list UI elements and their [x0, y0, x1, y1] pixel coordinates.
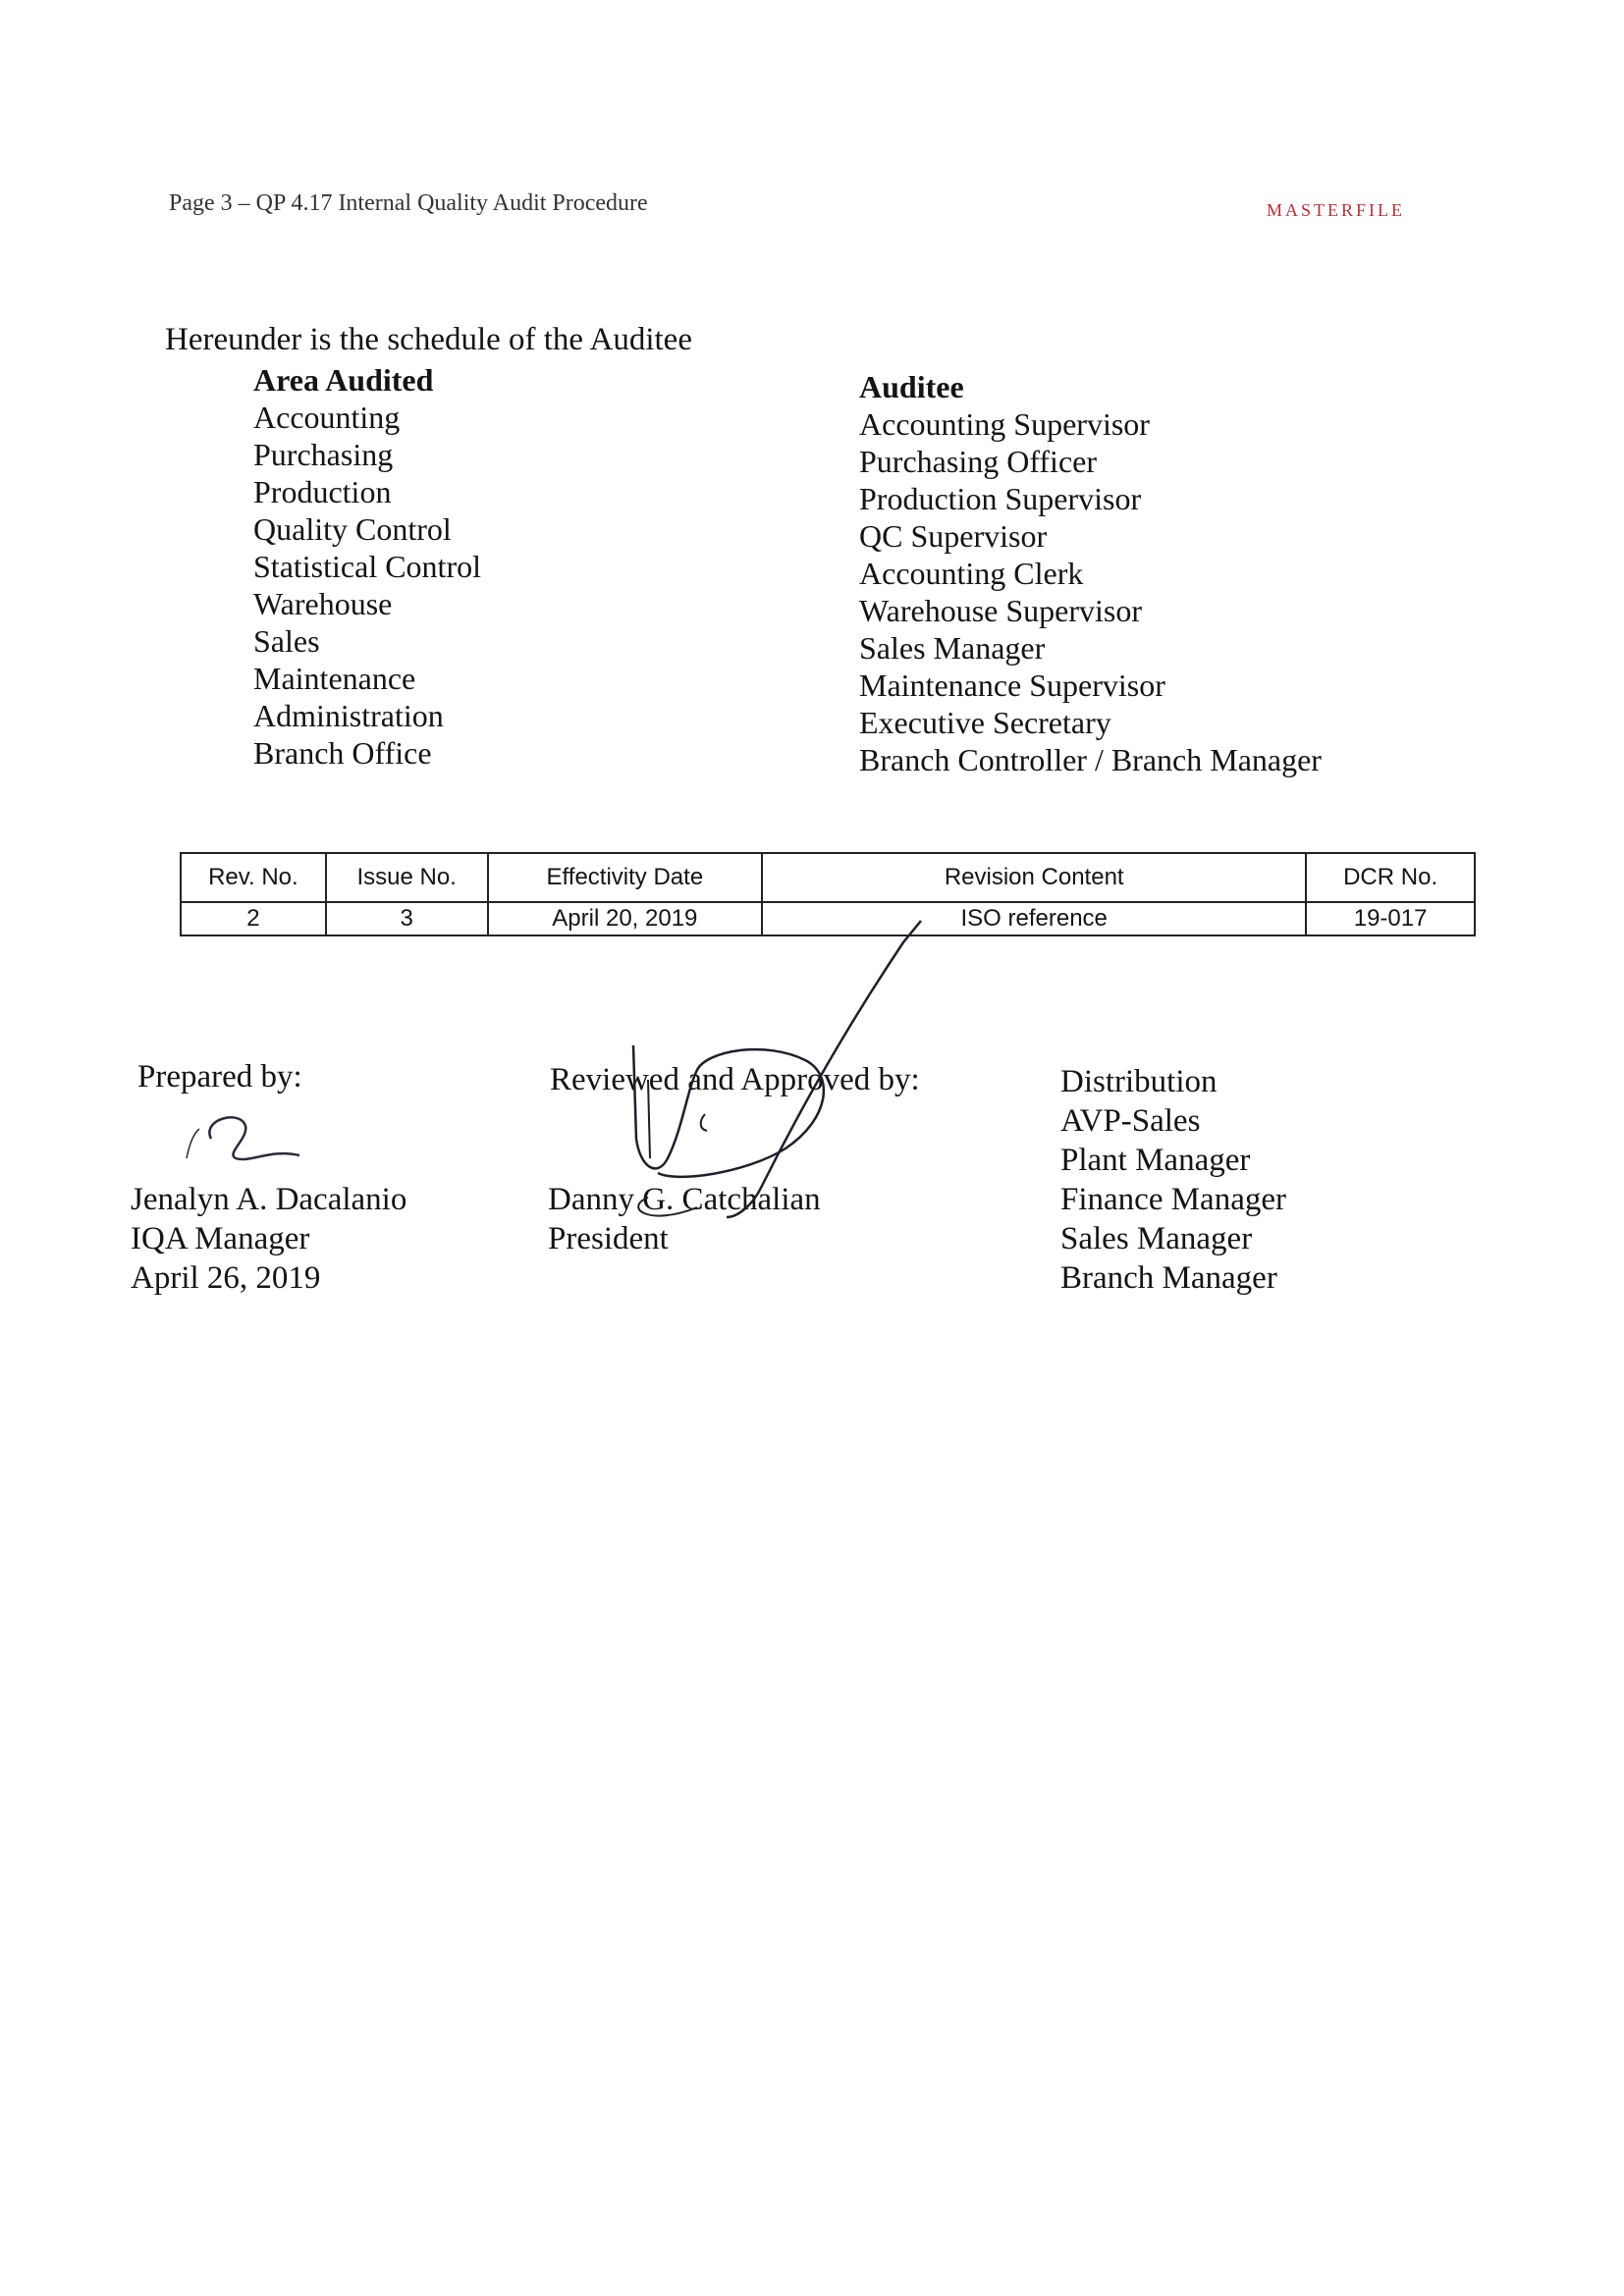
cell-rev-no: 2 — [181, 902, 326, 935]
preparer-name: Jenalyn A. Dacalanio — [131, 1182, 407, 1217]
area-item: Production — [253, 474, 392, 509]
area-item: Quality Control — [253, 511, 452, 547]
col-header-rev-no: Rev. No. — [181, 853, 326, 902]
preparer-signature — [182, 1104, 329, 1183]
distribution-list — [1060, 1062, 1286, 1298]
area-audited-column — [253, 361, 481, 772]
cell-issue-no: 3 — [326, 902, 488, 935]
col-header-revision-content: Revision Content — [762, 853, 1306, 902]
auditee-item: Accounting Supervisor — [859, 406, 1150, 442]
cell-revision-content: ISO reference — [762, 902, 1306, 935]
auditee-item: Purchasing Officer — [859, 444, 1097, 479]
distribution-item: Finance Manager — [1060, 1182, 1286, 1217]
preparer-title: IQA Manager — [131, 1221, 310, 1256]
distribution-item: Branch Manager — [1060, 1260, 1277, 1296]
area-item: Accounting — [253, 400, 401, 435]
col-header-dcr-no: DCR No. — [1306, 853, 1475, 902]
reviewed-by-label: Reviewed and Approved by: — [550, 1062, 920, 1097]
auditee-item: Production Supervisor — [859, 481, 1142, 516]
auditee-heading: Auditee — [859, 369, 964, 404]
auditee-item: Branch Controller / Branch Manager — [859, 742, 1322, 777]
table-header-row — [181, 853, 1475, 902]
page-header-title: Page 3 – QP 4.17 Internal Quality Audit Procedure — [169, 190, 648, 216]
auditee-item: Accounting Clerk — [859, 556, 1084, 591]
distribution-item: Sales Manager — [1060, 1221, 1253, 1256]
distribution-item: Plant Manager — [1060, 1143, 1251, 1178]
distribution-heading: Distribution — [1060, 1064, 1218, 1099]
area-item: Sales — [253, 623, 320, 659]
auditee-item: QC Supervisor — [859, 518, 1048, 554]
auditee-column — [859, 368, 1322, 778]
auditee-item: Maintenance Supervisor — [859, 667, 1165, 703]
col-header-issue-no: Issue No. — [326, 853, 488, 902]
auditee-item: Warehouse Supervisor — [859, 593, 1143, 628]
cell-dcr-no: 19-017 — [1306, 902, 1475, 935]
area-item: Maintenance — [253, 661, 416, 696]
col-header-effectivity-date: Effectivity Date — [488, 853, 763, 902]
prepared-date: April 26, 2019 — [131, 1260, 321, 1296]
area-item: Warehouse — [253, 586, 393, 621]
cell-effectivity-date: April 20, 2019 — [488, 902, 763, 935]
schedule-intro: Hereunder is the schedule of the Auditee — [165, 322, 692, 357]
area-item: Branch Office — [253, 735, 432, 771]
auditee-item: Executive Secretary — [859, 705, 1111, 740]
distribution-item: AVP-Sales — [1060, 1103, 1201, 1139]
area-item: Administration — [253, 698, 444, 733]
masterfile-stamp: MASTERFILE — [1267, 200, 1406, 220]
area-audited-heading: Area Audited — [253, 362, 434, 398]
auditee-item: Sales Manager — [859, 630, 1046, 666]
preparer-details — [131, 1180, 406, 1298]
reviewer-signature — [589, 913, 884, 1286]
reviewer-title: President — [548, 1221, 669, 1256]
area-item: Statistical Control — [253, 549, 481, 584]
prepared-by-label: Prepared by: — [137, 1059, 302, 1095]
reviewer-name: Danny G. Catchalian — [548, 1182, 821, 1217]
area-item: Purchasing — [253, 437, 394, 472]
